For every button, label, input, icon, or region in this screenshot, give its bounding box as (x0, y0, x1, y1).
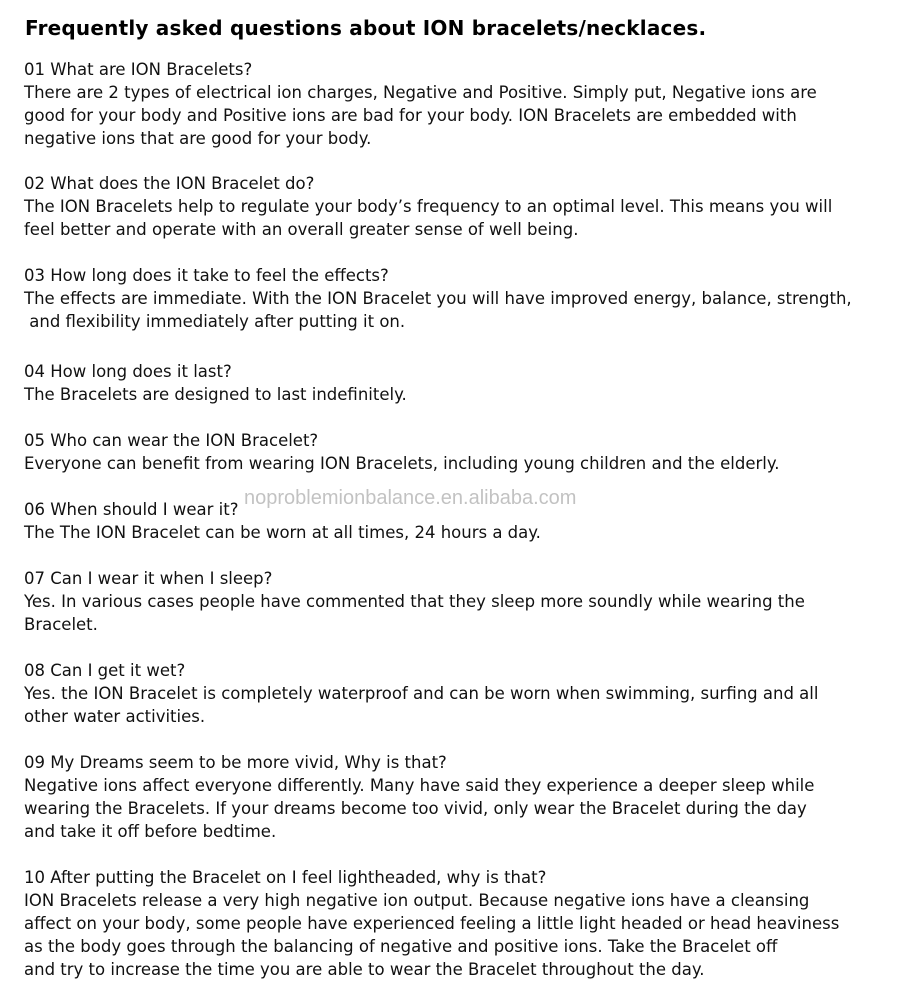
faq-answer-line: and flexibility immediately after putting it on. (24, 312, 406, 331)
faq-item-09 (24, 751, 894, 843)
faq-answer-line: Yes. In various cases people have commented that they sleep more soundly while wearing the (24, 592, 805, 611)
faq-item-02 (24, 172, 894, 241)
faq-answer-line: affect on your body, some people have experienced feeling a little light headed or head heaviness (24, 914, 840, 933)
faq-item-04 (24, 360, 894, 406)
faq-item-07 (24, 567, 894, 636)
faq-answer-line: wearing the Bracelets. If your dreams become too vivid, only wear the Bracelet during the day (24, 799, 807, 818)
faq-question: 03 How long does it take to feel the effects? (24, 266, 389, 285)
faq-answer-line: There are 2 types of electrical ion charges, Negative and Positive. Simply put, Negative ions are (24, 83, 817, 102)
faq-item-08 (24, 659, 894, 728)
faq-answer (24, 195, 894, 241)
faq-question: 01 What are ION Bracelets? (24, 60, 253, 79)
faq-item-01 (24, 58, 894, 150)
faq-answer-line: feel better and operate with an overall greater sense of well being. (24, 220, 579, 239)
faq-item-10 (24, 866, 894, 981)
faq-answer-line: as the body goes through the balancing of negative and positive ions. Take the Bracelet off (24, 937, 778, 956)
faq-answer-line: The Bracelets are designed to last indefinitely. (24, 385, 407, 404)
faq-answer (24, 81, 894, 150)
faq-answer-line: good for your body and Positive ions are bad for your body. ION Bracelets are embedded with (24, 106, 797, 125)
faq-item-03 (24, 264, 894, 333)
faq-answer (24, 590, 894, 636)
faq-question: 07 Can I wear it when I sleep? (24, 569, 273, 588)
faq-item-05 (24, 429, 894, 475)
faq-answer (24, 889, 894, 981)
faq-answer-line: Everyone can benefit from wearing ION Bracelets, including young children and the elderly. (24, 454, 780, 473)
faq-question: 06 When should I wear it? (24, 500, 239, 519)
faq-answer-line: The ION Bracelets help to regulate your body’s frequency to an optimal level. This means you will (24, 197, 833, 216)
faq-answer-line: Negative ions affect everyone differently. Many have said they experience a deeper sleep while (24, 776, 815, 795)
faq-answer-line: and take it off before bedtime. (24, 822, 277, 841)
faq-answer (24, 287, 894, 333)
faq-question: 10 After putting the Bracelet on I feel lightheaded, why is that? (24, 868, 547, 887)
faq-question: 02 What does the ION Bracelet do? (24, 174, 315, 193)
faq-question: 04 How long does it last? (24, 362, 232, 381)
page-title: Frequently asked questions about ION bracelets/necklaces. (25, 16, 707, 40)
faq-answer-line: and try to increase the time you are able to wear the Bracelet throughout the day. (24, 960, 705, 979)
faq-question: 08 Can I get it wet? (24, 661, 186, 680)
faq-answer (24, 774, 894, 843)
watermark-text: noproblemionbalance.en.alibaba.com (244, 487, 577, 509)
faq-answer-line: ION Bracelets release a very high negative ion output. Because negative ions have a cleansing (24, 891, 810, 910)
faq-answer-line: The The ION Bracelet can be worn at all times, 24 hours a day. (24, 523, 541, 542)
faq-answer-line: Bracelet. (24, 615, 98, 634)
faq-answer (24, 452, 894, 475)
faq-answer-line: Yes. the ION Bracelet is completely waterproof and can be worn when swimming, surfing and all (24, 684, 819, 703)
faq-question: 05 Who can wear the ION Bracelet? (24, 431, 319, 450)
faq-answer (24, 383, 894, 406)
faq-question: 09 My Dreams seem to be more vivid, Why is that? (24, 753, 447, 772)
faq-answer-line: other water activities. (24, 707, 206, 726)
faq-answer (24, 682, 894, 728)
faq-answer-line: The effects are immediate. With the ION Bracelet you will have improved energy, balance, strength, (24, 289, 852, 308)
faq-answer-line: negative ions that are good for your body. (24, 129, 372, 148)
faq-answer (24, 521, 894, 544)
